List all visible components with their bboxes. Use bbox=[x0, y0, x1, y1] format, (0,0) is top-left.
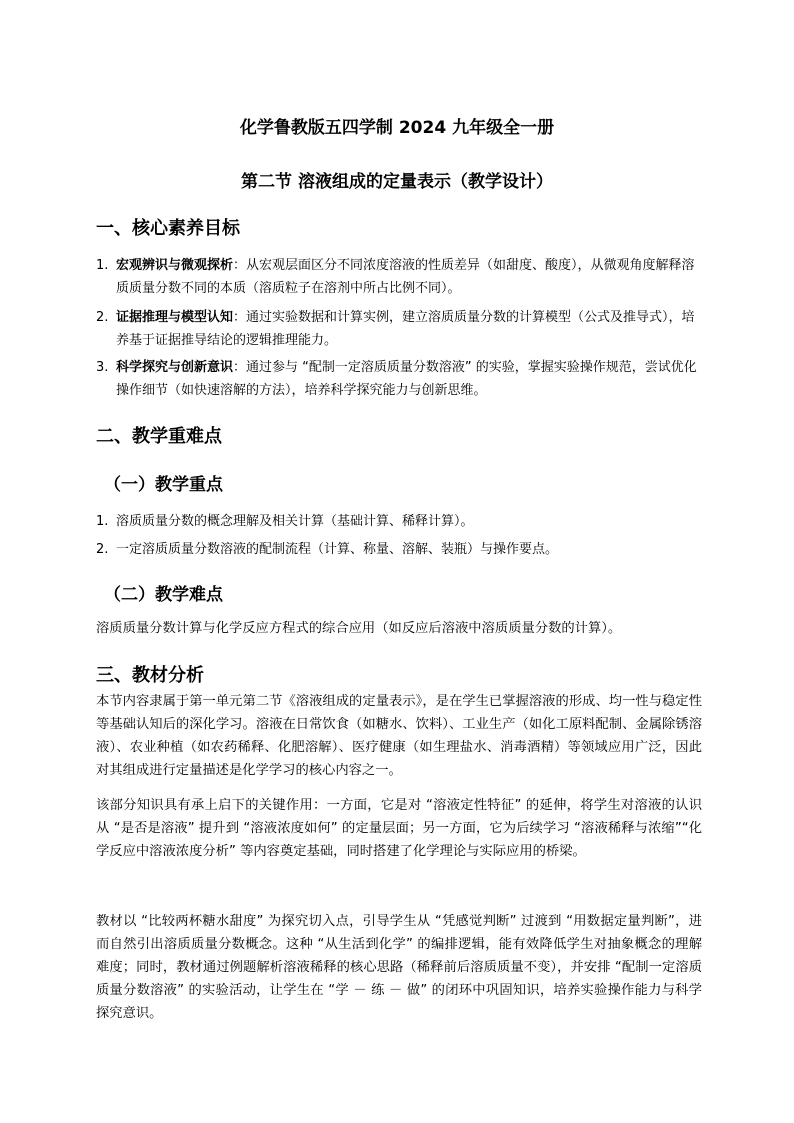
item-text: 溶质质量分数的概念理解及相关计算（基础计算、稀释计算）。 bbox=[116, 514, 474, 529]
difficulty-text: 溶质质量分数计算与化学反应方程式的综合应用（如反应后溶液中溶质质量分数的计算）。 bbox=[96, 621, 622, 636]
item-number: 2. bbox=[96, 310, 109, 325]
item-number: 2. bbox=[96, 542, 109, 557]
objective-item-1 bbox=[96, 254, 701, 300]
subsection-heading-focus: （一）教学重点 bbox=[104, 475, 223, 495]
focus-item-1 bbox=[96, 510, 701, 533]
section-heading-key-points: 二、教学重难点 bbox=[96, 426, 222, 447]
item-text: ：通过实验数据和计算实例，建立溶质质量分数的计算模型（公式及推导式），培养基于证据推导结论的逻辑推理能力。 bbox=[116, 310, 695, 348]
item-keyword: 宏观辨识与微观探析 bbox=[116, 258, 234, 273]
analysis-paragraph-1: 本节内容隶属于第一单元第二节《溶液组成的定量表示》，是在学生已掌握溶液的形成、均一性与稳定性等基础认知后的深化学习。溶液在日常饮食（如糖水、饮料）、工业生产（如化工原料配制、金属除锈溶液）、农业种植（如农药稀释、化肥溶解）、医疗健康（如生理盐水、消毒酒精）等领域应用广泛，因此对其组成进行定量描述是化学学习的核心内容之一。 bbox=[96, 694, 702, 778]
focus-item-2 bbox=[96, 538, 701, 561]
item-text: ：通过参与 “配制一定溶质质量分数溶液” 的实验，掌握实验操作规范，尝试优化操作细节（如快速溶解的方法），培养科学探究能力与创新思维。 bbox=[116, 360, 697, 398]
section-heading-textbook-analysis: 三、教材分析 bbox=[96, 665, 204, 686]
item-number: 3. bbox=[96, 360, 109, 375]
section-heading-objectives: 一、核心素养目标 bbox=[96, 218, 240, 239]
item-keyword: 科学探究与创新意识 bbox=[116, 360, 234, 375]
item-text: ：从宏观层面区分不同浓度溶液的性质差异（如甜度、酸度），从微观角度解释溶质质量分数不同的本质（溶质粒子在溶剂中所占比例不同）。 bbox=[116, 258, 695, 296]
document-title: 化学鲁教版五四学制 2024 九年级全一册 bbox=[239, 118, 555, 138]
document-subtitle: 第二节 溶液组成的定量表示（教学设计） bbox=[241, 172, 553, 192]
objective-item-2 bbox=[96, 306, 701, 352]
item-number: 1. bbox=[96, 514, 109, 529]
item-keyword: 证据推理与模型认知 bbox=[116, 310, 234, 325]
item-text: 一定溶质质量分数溶液的配制流程（计算、称量、溶解、装瓶）与操作要点。 bbox=[116, 542, 559, 557]
analysis-paragraph-2: 该部分知识具有承上启下的关键作用：一方面，它是对 “溶液定性特征” 的延伸，将学生对溶液的认识从 “是否是溶液” 提升到 “溶液浓度如何” 的定量层面；另一方面，它为后续学习 “溶液稀释与浓缩”“化学反应中溶液浓度分析” 等内容奠定基础，同时搭建了化学理论与实际应用的桥梁。 bbox=[96, 798, 702, 859]
objective-item-3 bbox=[96, 356, 701, 402]
item-number: 1. bbox=[96, 258, 109, 273]
subsection-heading-difficulty: （二）教学难点 bbox=[104, 585, 223, 605]
analysis-paragraph-3: 教材以 “比较两杯糖水甜度” 为探究切入点，引导学生从 “凭感觉判断” 过渡到 “用数据定量判断”，进而自然引出溶质质量分数概念。这种 “从生活到化学” 的编排逻辑，能有效降低学生对抽象概念的理解难度；同时，教材通过例题解析溶液稀释的核心思路（稀释前后溶质质量不变），并安排 “配制一定溶质质量分数溶液” 的实验活动，让学生在 “学 － 练 － 做” 的闭环中巩固知识，培养实验操作能力与科学探究意识。 bbox=[96, 914, 702, 1021]
